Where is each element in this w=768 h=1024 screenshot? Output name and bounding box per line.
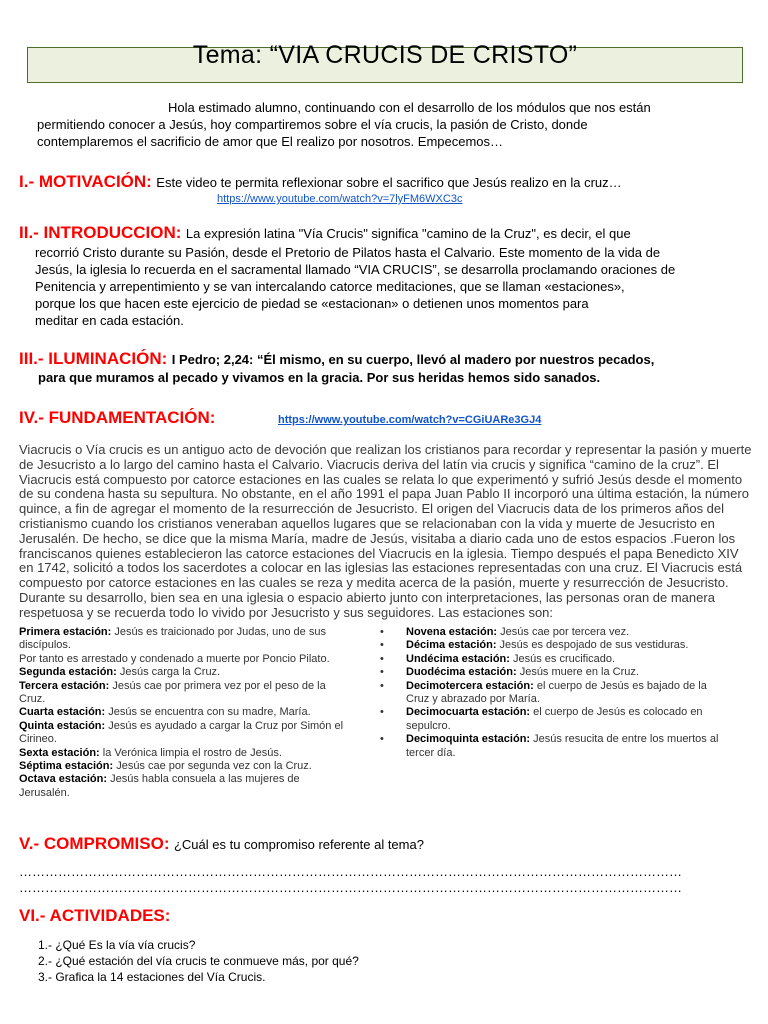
station-item: Por tanto es arrestado y condenado a muerte por Poncio Pilato. — [19, 652, 330, 665]
iluminacion-verse-2: para que muramos al pecado y vivamos en la gracia. Por sus heridas hemos sido sanados. — [38, 370, 601, 385]
station-item: discípulos. — [19, 639, 71, 652]
fundamentacion-line: cristianismo cuando los cristianos veneraban aquellos lugares que se relacionaban con la vida y muerte de Jesucristo en — [19, 515, 715, 531]
station-item: Cirineo. — [19, 733, 57, 746]
fundamentacion-line: franciscanos quienes establecieron las catorce estaciones del Viacrucis en la iglesia. Tiempo después el papa Benedicto XIV — [19, 545, 739, 561]
title-box — [27, 41, 743, 83]
introduccion-text-1: La expresión latina "Vía Crucis" significa "camino de la Cruz", es decir, el que — [185, 226, 631, 241]
station-item: Cruz. — [19, 693, 46, 706]
introduccion-row — [19, 223, 631, 243]
fundamentacion-video-link[interactable]: https://www.youtube.com/watch?v=CGiUARe3GJ4 — [278, 414, 542, 426]
introduccion-text-2: recorrió Cristo durante su Pasión, desde el Pretorio de Pilatos hasta el Calvario. Este momento de la vida de — [35, 245, 661, 260]
introduccion-text-4: Penitencia y arrepentimiento y se van intercalando catorce meditaciones, que se llaman «estaciones», — [35, 279, 625, 294]
station-item: • Decimotercera estación: el cuerpo de Jesús es bajado de la Cruz y abrazado por María. — [380, 679, 707, 706]
introduccion-text-6: meditar en cada estación. — [35, 313, 184, 328]
bullet-icon: • — [380, 652, 384, 665]
bullet-icon: • — [380, 626, 384, 638]
iluminacion-row — [19, 349, 654, 369]
answer-line-1[interactable]: ……………………………………………………………………………………………………………………………………… — [19, 864, 682, 879]
station-item: • Decimocuarta estación: el cuerpo de Jesús es colocado en sepulcro. — [380, 706, 703, 732]
fundamentacion-line: respetuosa y se recuerda todo lo vivido por Jesucristo y sus seguidores. Las estaciones son: — [19, 604, 554, 620]
station-item: Jerusalén. — [19, 786, 70, 799]
station-item: Octava estación: Jesús habla consuela a las mujeres de — [19, 773, 300, 786]
station-item: Sexta estación: la Verónica limpia el rostro de Jesús. — [19, 746, 282, 759]
activity-item-2: 2.- ¿Qué estación del vía crucis te conmueve más, por qué? — [38, 954, 359, 968]
fundamentacion-line: quince, a fin de agregar el momento de la resurrección de Jesucristo. El origen del Viacrucis data de los primeros años del — [19, 501, 725, 517]
station-item: Primera estación: Jesús es traicionado por Judas, uno de sus — [19, 626, 326, 638]
introduccion-text-5: porque los que hacen este ejercicio de piedad se «estacionan» o detienen unos momentos para — [35, 296, 589, 311]
fundamentacion-line: de su condena hasta su sepultura. No obstante, en el año 1991 el papa Juan Pablo II incorporó una última estación, la número — [19, 486, 749, 502]
compromiso-question: ¿Cuál es tu compromiso referente al tema? — [173, 837, 424, 852]
fundamentacion-line: compuesto por catorce estaciones en las cuales se reza y medita acerca de la pasión, muerte y resurrección de Jesucristo. — [19, 575, 729, 591]
fundamentacion-heading: IV.- FUNDAMENTACIÓN: — [19, 408, 216, 427]
compromiso-heading: V.- COMPROMISO: — [19, 834, 170, 853]
station-item: Cuarta estación: Jesús se encuentra con su madre, María. — [19, 706, 311, 719]
bullet-icon: • — [380, 666, 384, 679]
bullet-icon: • — [380, 679, 384, 692]
activity-item-3: 3.- Grafica la 14 estaciones del Vía Crucis. — [38, 970, 266, 984]
bullet-icon: • — [380, 733, 384, 746]
station-item: Tercera estación: Jesús cae por primera vez por el peso de la — [19, 679, 326, 692]
introduccion-heading: II.- INTRODUCCION: — [19, 223, 182, 242]
station-item: • Undécima estación: Jesús es crucificado. — [380, 652, 616, 665]
station-item: • Novena estación: Jesús cae por tercera vez. — [380, 626, 630, 638]
stations-right-list — [380, 626, 746, 760]
intro-line-1: Hola estimado alumno, continuando con el desarrollo de los módulos que nos están — [168, 100, 651, 115]
station-item: Quinta estación: Jesús es ayudado a cargar la Cruz por Simón el — [19, 719, 344, 732]
fundamentacion-line: en 1742, solicitó a todos los sacerdotes a colocar en las iglesias las estaciones representadas con una cruz. El Viacrucis está — [19, 560, 743, 576]
station-item: • Décima estación: Jesús es despojado de sus vestiduras. — [380, 639, 689, 652]
fundamentacion-line: Jerusalén. De hecho, se dice que la misma María, madre de Jesús, visitaba a diario cada uno de estos espacios .Fueron los — [19, 530, 736, 546]
station-item: • Duodécima estación: Jesús muere en la Cruz. — [380, 666, 639, 679]
motivacion-text: Este video te permita reflexionar sobre el sacrifico que Jesús realizo en la cruz… — [156, 175, 622, 190]
motivacion-row — [19, 172, 622, 192]
page-title: Tema: “VIA CRUCIS DE CRISTO” — [192, 41, 578, 69]
activity-item-1: 1.- ¿Qué Es la vía vía crucis? — [38, 938, 196, 952]
actividades-heading: VI.- ACTIVIDADES: — [19, 906, 171, 925]
motivacion-video-link[interactable]: https://www.youtube.com/watch?v=7lyFM6WXC3c — [217, 193, 463, 205]
intro-line-2: permitiendo conocer a Jesús, hoy compartiremos sobre el vía crucis, la pasión de Cristo, donde — [37, 117, 588, 132]
station-item: • Decimoquinta estación: Jesús resucita de entre los muertos al tercer día. — [380, 733, 719, 759]
intro-line-3: contemplaremos el sacrificio de amor que El realizo por nosotros. Empecemos… — [37, 134, 504, 149]
fundamentacion-line: Viacrucis o Vía crucis es un antiguo acto de devoción que realizan los cristianos para recordar y representar la pasión y muerte — [19, 442, 752, 457]
introduccion-text-3: Jesús, la iglesia lo recuerda en el sacramental llamado “VIA CRUCIS”, se desarrolla proclamando oraciones de — [35, 262, 676, 277]
station-item: Segunda estación: Jesús carga la Cruz. — [19, 666, 221, 679]
fundamentacion-line: Viacrucis está compuesto por catorce estaciones en las cuales se relata lo que experimentó y sufrió Jesús desde el momento — [19, 471, 743, 487]
bullet-icon: • — [380, 706, 384, 719]
iluminacion-verse-1: I Pedro; 2,24: “Él mismo, en su cuerpo, llevó al madero por nuestros pecados, — [171, 352, 655, 367]
stations-left-list — [19, 626, 364, 800]
answer-line-2[interactable]: ……………………………………………………………………………………………………………………………………… — [19, 880, 682, 895]
bullet-icon: • — [380, 639, 384, 652]
fundamentacion-line: Durante su desarrollo, bien sea en una iglesia o espacio abierto junto con interpretaciones, las personas oran de manera — [19, 589, 715, 605]
station-item: Séptima estación: Jesús cae por segunda vez con la Cruz. — [19, 760, 312, 773]
iluminacion-heading: III.- ILUMINACIÓN: — [19, 349, 168, 368]
motivacion-heading: I.- MOTIVACIÓN: — [19, 172, 152, 191]
compromiso-row — [19, 834, 424, 854]
fundamentacion-body — [19, 443, 759, 621]
fundamentacion-line: de Jesucristo a lo largo del camino hasta el Calvario. Viacrucis deriva del latín via crucis y significa “camino de la cruz”. El — [19, 456, 719, 472]
